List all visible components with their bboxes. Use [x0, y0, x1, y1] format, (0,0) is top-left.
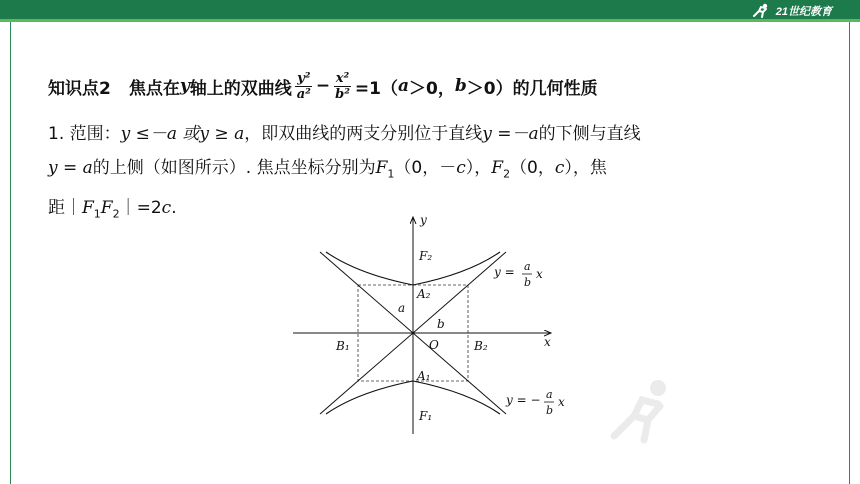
text-coord1: （0，－ [394, 158, 457, 178]
asym-lower-var: x [558, 395, 565, 409]
text-F2: F [491, 158, 504, 178]
asym-upper-var: x [536, 267, 543, 281]
text-period: . [171, 198, 177, 219]
text-F-sub2: 2 [503, 167, 511, 181]
point-B2-label: B₂ [474, 339, 488, 353]
heading-post: 轴上的双曲线 [189, 78, 292, 99]
axis-x-label: x [544, 335, 551, 349]
brand-name: 21世纪教育 [775, 6, 832, 18]
text-above: 的上侧（如图所示）. 焦点坐标分别为 [92, 158, 376, 178]
text-F2b-sub: 2 [112, 207, 120, 221]
fraction-x2-b2 [333, 71, 352, 102]
frac1-denominator: a² [296, 86, 311, 102]
text-range-label: 1. 范围： [48, 124, 121, 144]
heading-a: a [397, 76, 409, 96]
text-c2: c [554, 158, 565, 178]
vertex-A2-label: A₂ [417, 287, 431, 301]
section-heading [48, 64, 598, 108]
heading-var-y: y [179, 76, 190, 96]
text-range-inequality: y ≤－a 或y ≥ a [120, 124, 245, 144]
text-F-sub1: 1 [387, 167, 395, 181]
top-bar [0, 0, 860, 22]
runner-logo-icon [750, 3, 772, 19]
text-c1: c [456, 158, 466, 178]
asym-lower-num: a [546, 388, 553, 401]
heading-eq: =1（ [354, 78, 398, 99]
frac2-numerator: x² [335, 70, 350, 86]
heading-gt1: ＞0， [409, 78, 455, 99]
text-close1: ）， [465, 158, 492, 178]
asymptote-upper-equation [493, 260, 543, 289]
text-c3: c [161, 198, 172, 219]
text-eq2: ｜=2 [119, 198, 162, 219]
text-coord2: （0， [510, 158, 555, 178]
segment-b-label: b [437, 317, 445, 331]
heading-gt2: ＞0）的几何性质 [466, 78, 598, 99]
text-branches: ，即双曲线的两支分别位于直线 [244, 124, 483, 144]
asym-upper-lhs: y = [494, 265, 515, 279]
heading-b: b [454, 76, 467, 96]
brand-logo [750, 2, 832, 20]
asym-upper-num: a [524, 260, 531, 273]
text-line-a: y = a [48, 158, 93, 178]
origin-label: O [429, 338, 439, 352]
watermark [606, 376, 836, 456]
vertex-A1-label: A₁ [417, 369, 431, 383]
frac2-denominator: b² [335, 86, 350, 102]
focus-F1-label: F₁ [419, 409, 433, 423]
heading-label: 知识点2 [48, 78, 111, 99]
text-F1: F [82, 198, 94, 219]
asym-lower-lhs: y = − [506, 393, 541, 407]
right-border [849, 22, 850, 484]
text-line-neg-a: y =－a [482, 124, 539, 144]
fraction-y2-a2 [295, 71, 313, 102]
axis-y-label: y [420, 213, 427, 227]
text-close2: ），焦 [564, 158, 607, 178]
text-F2b: F [100, 198, 113, 219]
asym-upper-den: b [524, 276, 532, 289]
text-F1-sub: 1 [93, 207, 101, 221]
segment-a-label: a [398, 301, 406, 315]
text-F: F [375, 158, 388, 178]
frac1-numerator: y² [297, 70, 311, 86]
point-B1-label: B₁ [336, 339, 350, 353]
text-focal-distance: 距｜ [48, 198, 82, 219]
heading-minus: − [315, 76, 331, 96]
asymptote-lower-equation [505, 388, 565, 417]
heading-pre: 焦点在 [128, 78, 180, 99]
top-bar-stripe [0, 19, 860, 22]
paragraph-line-2 [48, 151, 818, 191]
left-border [10, 22, 11, 484]
focus-F2-label: F₂ [419, 249, 433, 263]
paragraph-line-1 [48, 117, 818, 151]
hyperbola-figure [288, 212, 578, 437]
text-below: 的下侧与直线 [538, 124, 641, 144]
asym-lower-den: b [546, 404, 554, 417]
watermark-runner-icon [606, 376, 686, 446]
